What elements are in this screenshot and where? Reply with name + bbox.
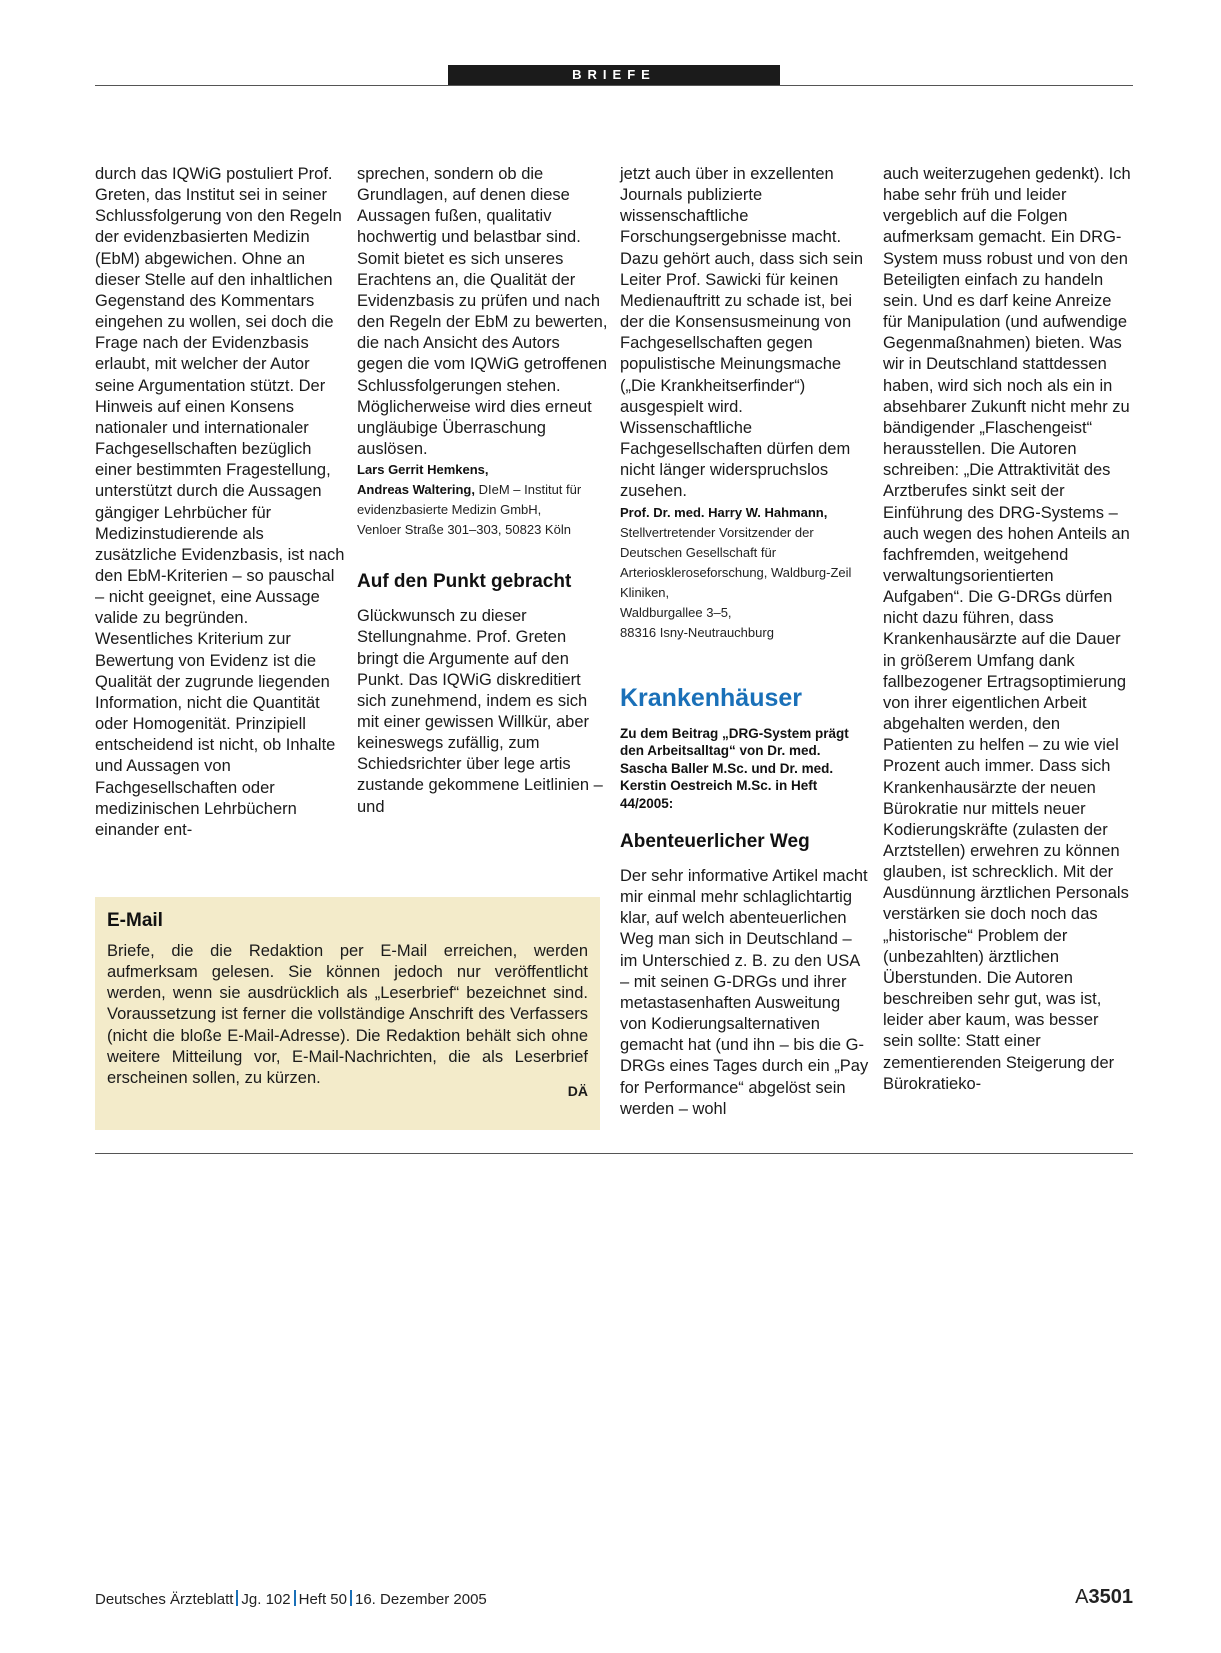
issue-date: 16. Dezember 2005 bbox=[355, 1591, 487, 1608]
footer-separator bbox=[350, 1590, 352, 1606]
section-title: Krankenhäuser bbox=[620, 683, 803, 712]
author-name: Prof. Dr. med. Harry W. Hahmann, bbox=[620, 504, 828, 520]
email-box-text: Briefe, die die Redaktion per E-Mail erreichen, werden aufmerksam gelesen. Sie können jedoch nur veröffentlicht werden, wenn sie ausdrücklich als „Leserbrief“ bezeichnet sind. Voraussetzung ist ferner die vollständige Anschrift des Verfassers (nicht die bloße E-Mail-Adresse). Die Redaktion behält sich ohne weitere Mitteilung vor, E-Mail-Nachrichten, die als Leserbrief erscheinen sollen, zu kürzen. bbox=[107, 942, 588, 1087]
journal-volume: Jg. 102 bbox=[241, 1591, 291, 1608]
author-institution: DIeM – Institut für bbox=[478, 482, 582, 498]
author-affiliation: Deutschen Gesellschaft für Arterioskleroseforschung, Waldburg-Zeil Kliniken, bbox=[620, 544, 852, 600]
editorial-signature: DÄ bbox=[567, 1083, 588, 1100]
article-reference: Zu dem Beitrag „DRG-System prägt den Arbeitsalltag“ von Dr. med. Sascha Baller M.Sc. und Dr. med. Kerstin Oestreich M.Sc. in Heft 44/2005: bbox=[620, 725, 849, 811]
letter-headline: Auf den Punkt gebracht bbox=[357, 571, 572, 593]
author-address: 88316 Isny-Neutrauchburg bbox=[620, 624, 774, 640]
body-text: durch das IQWiG postuliert Prof. Greten, das Institut sei in seiner Schlussfolgerung von den Regeln der evidenzbasierten Medizin (EbM) abgewichen. Ohne an dieser Stelle auf den inhaltlichen Gegenstand des Kommentars eingehen zu wollen, sei doch die Frage nach der Evidenzbasis erlaubt, mit welcher der Autor seine Argumentation stützt. Der Hinweis auf einen Konsens nationaler und internationaler Fachgesellschaften bezüglich einer bestimmten Fragestellung, unterstützt durch die Aussagen gängiger Lehrbücher für Medizinstudierende als zusätzliche Evidenzbasis, ist nach den EbM-Kriterien – so pauschal – nicht geeignet, eine Aussage valide zu begründen. Wesentliches Kriterium zur Bewertung von Evidenz ist die Qualität der zugrunde liegenden Information, nicht die Quantität oder Homogenität. Prinzipiell entscheidend ist nicht, ob Inhalte und Aussagen von Fachgesellschaften oder medizinischen Lehrbüchern einander ent- bbox=[95, 165, 345, 839]
page-number bbox=[1075, 1586, 1133, 1609]
author-affiliation: Stellvertretender Vorsitzender der bbox=[620, 524, 814, 540]
email-info-box bbox=[95, 897, 600, 1130]
author-address: Waldburgallee 3–5, bbox=[620, 604, 732, 620]
author-name: Lars Gerrit Hemkens, bbox=[357, 462, 489, 478]
journal-name: Deutsches Ärzteblatt bbox=[95, 1591, 234, 1608]
page-number-value: 3501 bbox=[1088, 1586, 1133, 1608]
article-column-1 bbox=[95, 164, 345, 841]
letter-signature bbox=[620, 503, 870, 643]
footer-citation bbox=[95, 1590, 487, 1608]
journal-issue: Heft 50 bbox=[298, 1591, 347, 1608]
author-name: Andreas Waltering, bbox=[357, 482, 475, 498]
letter-signature bbox=[357, 460, 609, 540]
body-text: jetzt auch über in exzellenten Journals publizierte wissenschaftliche Forschungsergebnisse macht. Dazu gehört auch, dass sich sein Leiter Prof. Sawicki für keinen Medienauftritt zu schade ist, bei der die Konsensusmeinung von Fachgesellschaften gegen populistische Meinungsmache („Die Krankheitserfinder“) ausgespielt wird. Wissenschaftliche Fachgesellschaften dürfen dem nicht länger widerspruchslos zusehen. bbox=[620, 165, 864, 501]
page-footer bbox=[95, 1586, 1133, 1612]
page-prefix: A bbox=[1075, 1586, 1089, 1608]
author-address: Venloer Straße 301–303, 50823 Köln bbox=[357, 522, 571, 538]
content-bottom-divider bbox=[95, 1153, 1133, 1154]
article-column-4 bbox=[883, 164, 1133, 1095]
email-box-title: E-Mail bbox=[107, 910, 163, 931]
header-divider bbox=[95, 85, 1133, 86]
letter-headline: Abenteuerlicher Weg bbox=[620, 831, 810, 852]
footer-separator bbox=[236, 1590, 238, 1606]
body-text: Glückwunsch zu dieser Stellungnahme. Prof. Greten bringt die Argumente auf den Punkt. Das IQWiG diskreditiert sich zunehmend, indem es sich mit einer gewissen Willkür, aber keineswegs zufällig, zum Schiedsrichter über lege artis zustande gekommene Leitlinien – und bbox=[357, 607, 603, 816]
footer-separator bbox=[294, 1590, 296, 1606]
author-institution: evidenzbasierte Medizin GmbH, bbox=[357, 502, 542, 518]
body-text: auch weiterzugehen gedenkt). Ich habe sehr früh und leider vergeblich auf die Folgen aufmerksam gemacht. Ein DRG-System muss robust und von den Beteiligten einfach zu handeln sein. Und es darf keine Anreize für Manipulation (und aufwendige Gegenmaßnahmen) bieten. Was wir in Deutschland stattdessen haben, wird sich noch als ein in absehbarer Zukunft nicht mehr zu bändigender „Flaschengeist“ herausstellen. Die Autoren schreiben: „Die Attraktivität des Arztberufes sinkt seit der Einführung des DRG-Systems – auch wegen des hohen Anteils an fachfremden, weitgehend verwaltungsorientierten Aufgaben“. Die G-DRGs dürfen nicht dazu führen, dass Krankenhausärzte auf die Dauer in größerem Umfang dank fallbezogener Ertragsoptimierung von ihrer eigentlichen Arbeit abgehalten werden, den Patienten zu helfen – zu wie viel Prozent auch immer. Dass sich Krankenhausärzte der neuen Bürokratie nur mittels neuer Kodierungskräfte (zulasten der Arztstellen) erwehren zu können glauben, ist schrecklich. Mit der Ausdünnung ärztlichen Personals verstärken sie doch noch das „historische“ Problem der (unbezahlten) ärztlichen Überstunden. Die Autoren beschreiben sehr gut, was ist, leider aber kaum, was besser sein sollte: Statt einer zementierenden Steigerung der Bürokratieko- bbox=[883, 165, 1131, 1093]
body-text: Der sehr informative Artikel macht mir einmal mehr schlaglichtartig klar, auf welch abenteuerlichen Weg man sich in Deutschland – im Unterschied z. B. zu den USA – mit seinen G-DRGs und ihrer metastasenhaften Ausweitung von Kodierungsalternativen gemacht hat (und ihn – bis die G-DRGs eines Tages durch ein „Pay for Performance“ abgelöst sein werden – wohl bbox=[620, 867, 869, 1118]
article-column-2 bbox=[357, 164, 609, 818]
article-column-3 bbox=[620, 164, 870, 1120]
body-text: sprechen, sondern ob die Grundlagen, auf denen diese Aussagen fußen, qualitativ hochwertig und belastbar sind. Somit bietet es sich unseres Erachtens an, die Qualität der Evidenzbasis zu prüfen und nach den Regeln der EbM zu bewerten, die nach Ansicht des Autors gegen die vom IQWiG getroffenen Schlussfolgerungen stehen. Möglicherweise wird dies erneut ungläubige Überraschung auslösen. bbox=[357, 165, 608, 459]
section-header-tab: BRIEFE bbox=[448, 65, 780, 85]
